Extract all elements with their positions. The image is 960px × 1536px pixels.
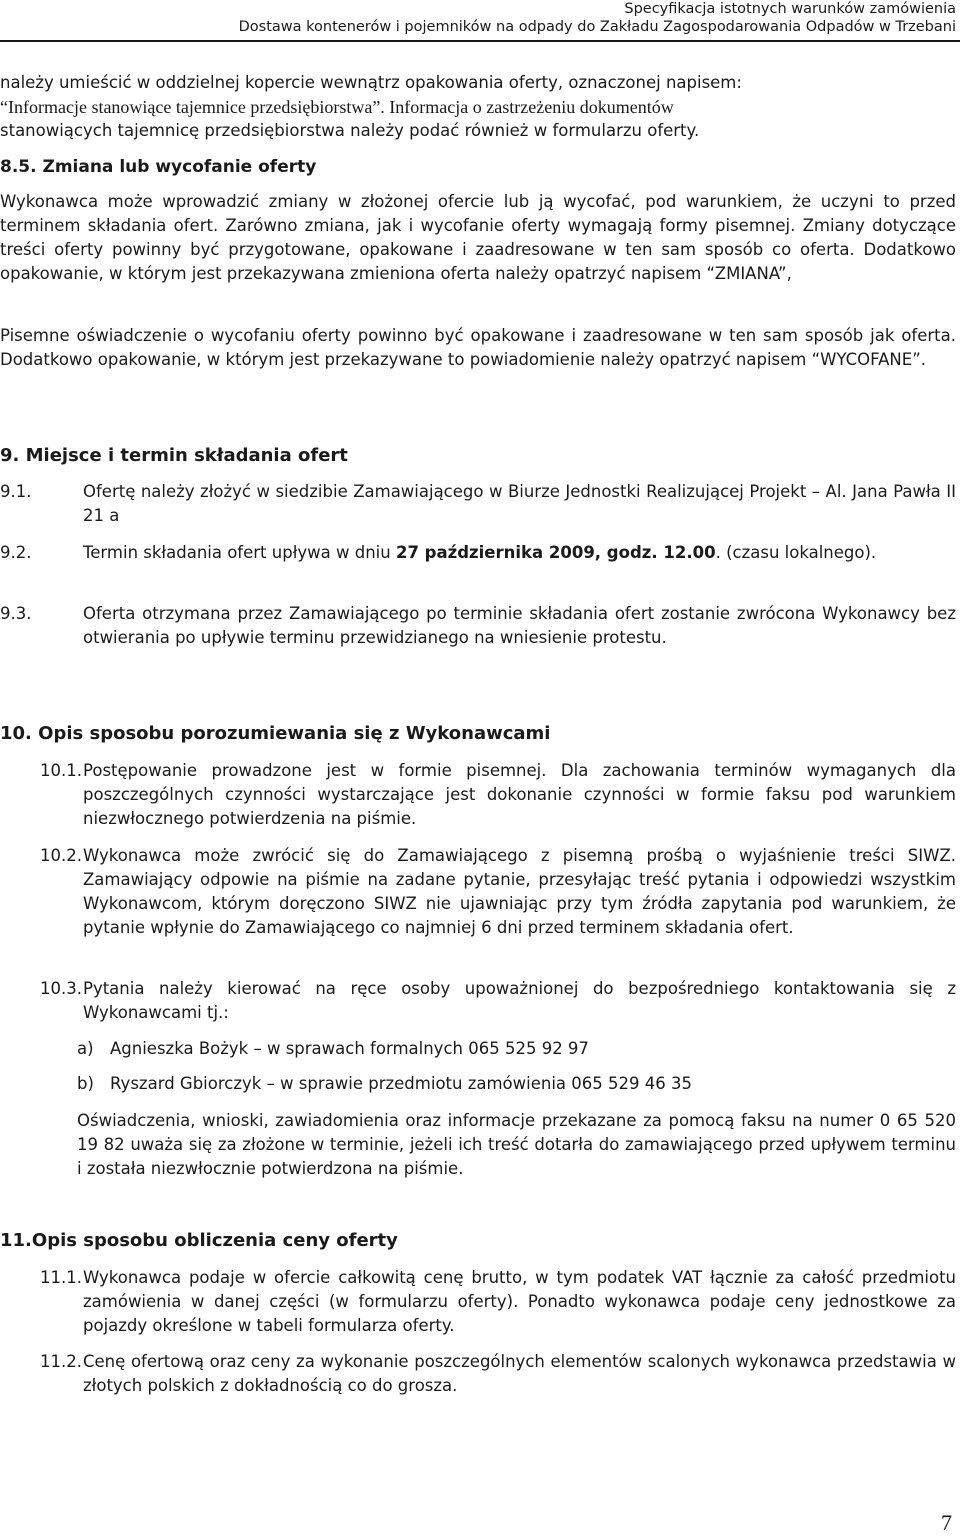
item-number: 10.3.: [40, 979, 82, 998]
item-10-1-text: Postępowanie prowadzone jest w formie pisemnej. Dla zachowania terminów wymaganych dla poszczególnych czynności wystarczające jest dokonanie czynności w formie faksu pod warunkiem niezwłocznego potwierdzenia na piśmie.: [83, 761, 956, 828]
contact-a: Agnieszka Bożyk – w sprawach formalnych 065 525 92 97: [110, 1039, 589, 1058]
item-number: 10.2.: [40, 846, 82, 865]
item-10-2-text: Wykonawca może zwrócić się do Zamawiającego z pisemną prośbą o wyjaśnienie treści SIWZ. Zamawiający odpowie na piśmie na zadane pytanie, przesyłając treść pytania i odpowiedzi wszystkim Wykonawcom, którym doręczono SIWZ nie ujawniając przy tym źródła zapytania pod warunkiem, że pytanie wpłynie do Zamawiającego co najmniej 6 dni przed terminem składania ofert.: [83, 846, 956, 937]
intro-line-2: “Informacje stanowiące tajemnice przedsiębiorstwa”. Informacja o zastrzeżeniu dokumentów: [0, 97, 674, 117]
item-number: 11.2.: [40, 1352, 82, 1371]
list-label-a: a): [77, 1039, 94, 1058]
intro-line-3: stanowiących tajemnicę przedsiębiorstwa należy podać również w formularzu oferty.: [0, 121, 700, 140]
item-number: 9.3.: [0, 604, 32, 623]
section-heading-11: 11.Opis sposobu obliczenia ceny oferty: [0, 1230, 398, 1251]
item-9-2-text: Termin składania ofert upływa w dniu 27 października 2009, godz. 12.00. (czasu lokalnego).: [83, 543, 877, 562]
section-heading-8-5: 8.5. Zmiana lub wycofanie oferty: [0, 157, 317, 177]
section-8-5-paragraph-1: Wykonawca może wprowadzić zmiany w złożonej ofercie lub ją wycofać, pod warunkiem, że uczyni to przed terminem składania ofert. Zarówno zmiana, jak i wycofanie oferty wymagają formy pisemnej. Zmiany dotyczące treści oferty powinny być przygotowane, opakowane i zaadresowane w ten sam sposób co oferta. Dodatkowo opakowanie, w którym jest przekazywana zmieniona oferta należy opatrzyć napisem “ZMIANA”,: [0, 192, 956, 283]
item-number: 11.1.: [40, 1268, 82, 1287]
fax-notice: Oświadczenia, wnioski, zawiadomienia oraz informacje przekazane za pomocą faksu na numer 0 65 520 19 82 uważa się za złożone w terminie, jeżeli ich treść dotarła do zamawiającego przed upływem terminu i została niezwłocznie potwierdzona na piśmie.: [77, 1111, 956, 1178]
document-title: Specyfikacja istotnych warunków zamówienia: [624, 1, 956, 17]
item-11-1-text: Wykonawca podaje w ofercie całkowitą cenę brutto, w tym podatek VAT łącznie za całość przedmiotu zamówienia w danej części (w formularzu oferty). Ponadto wykonawca podaje ceny jednostkowe za pojazdy określone w tabeli formularza oferty.: [83, 1268, 956, 1335]
list-label-b: b): [77, 1074, 94, 1093]
page-header: [0, 0, 960, 42]
intro-line-1: należy umieścić w oddzielnej kopercie wewnątrz opakowania oferty, oznaczonej napisem:: [0, 73, 742, 92]
item-number: 10.1.: [40, 761, 82, 780]
item-10-3-text: Pytania należy kierować na ręce osoby upoważnionej do bezpośredniego kontaktowania się z Wykonawcami tj.:: [83, 979, 956, 1022]
item-9-3-text: Oferta otrzymana przez Zamawiającego po terminie składania ofert zostanie zwrócona Wykonawcy bez otwierania po upływie terminu przewidzianego na wniesienie protestu.: [83, 604, 956, 647]
section-heading-10: 10. Opis sposobu porozumiewania się z Wykonawcami: [0, 723, 551, 744]
deadline-date: 27 października 2009, godz. 12.00: [395, 543, 716, 562]
item-number: 9.2.: [0, 543, 32, 562]
document-subtitle: Dostawa kontenerów i pojemników na odpady do Zakładu Zagospodarowania Odpadów w Trzebani: [238, 19, 956, 35]
item-number: 9.1.: [0, 482, 32, 501]
page-number: 7: [941, 1510, 952, 1535]
section-heading-9: 9. Miejsce i termin składania ofert: [0, 445, 348, 466]
section-8-5-paragraph-2: Pisemne oświadczenie o wycofaniu oferty powinno być opakowane i zaadresowane w ten sam sposób jak oferta. Dodatkowo opakowanie, w którym jest przekazywane to powiadomienie należy opatrzyć napisem “WYCOFANE”.: [0, 326, 956, 369]
item-11-2-text: Cenę ofertową oraz ceny za wykonanie poszczególnych elementów scalonych wykonawca przedstawia w złotych polskich z dokładnością co do grosza.: [83, 1352, 956, 1395]
contact-b: Ryszard Gbiorczyk – w sprawie przedmiotu zamówienia 065 529 46 35: [110, 1074, 692, 1093]
item-9-1-text: Ofertę należy złożyć w siedzibie Zamawiającego w Biurze Jednostki Realizującej Projekt – Al. Jana Pawła II 21 a: [83, 482, 956, 525]
